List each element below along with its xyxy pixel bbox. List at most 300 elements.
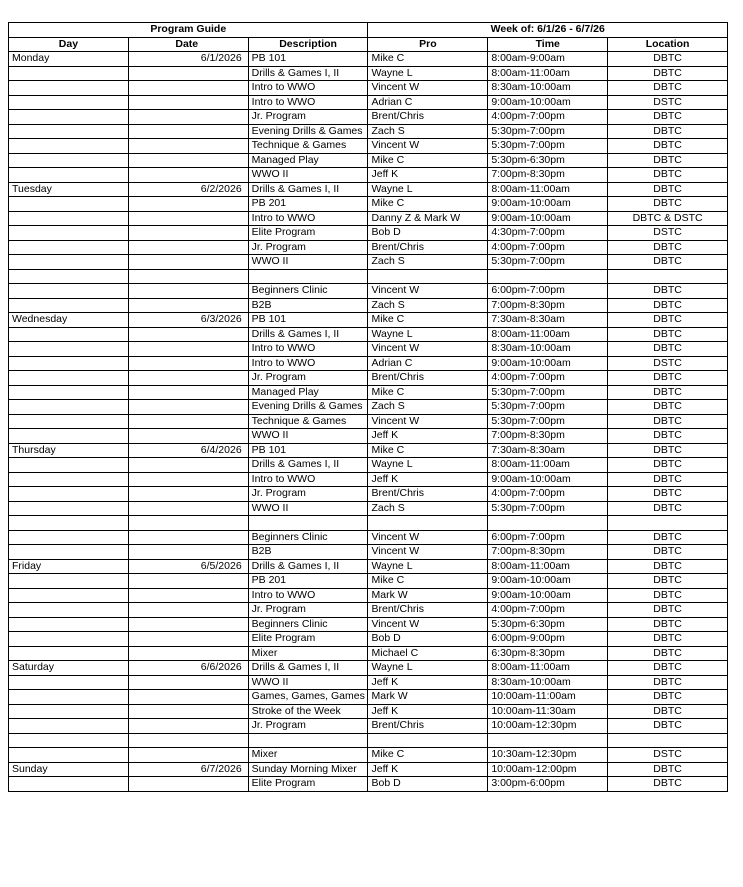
- cell-day: Thursday: [9, 443, 129, 458]
- table-row: [9, 516, 728, 531]
- table-row: [9, 719, 728, 734]
- cell-pro: Vincent W: [368, 81, 488, 96]
- cell-time: 6:00pm-9:00pm: [488, 632, 608, 647]
- table-row: [9, 327, 728, 342]
- cell-time: 8:00am-11:00am: [488, 559, 608, 574]
- cell-day: [9, 124, 129, 139]
- cell-description: [248, 269, 368, 284]
- cell-date: [128, 95, 248, 110]
- cell-description: Stroke of the Week: [248, 704, 368, 719]
- cell-day: [9, 240, 129, 255]
- cell-pro: Jeff K: [368, 429, 488, 444]
- cell-pro: Mike C: [368, 748, 488, 763]
- cell-day: [9, 414, 129, 429]
- table-row: [9, 139, 728, 154]
- cell-time: 8:30am-10:00am: [488, 81, 608, 96]
- cell-time: 8:00am-11:00am: [488, 327, 608, 342]
- cell-description: Jr. Program: [248, 603, 368, 618]
- cell-location: DBTC: [608, 632, 728, 647]
- cell-date: [128, 429, 248, 444]
- cell-location: DSTC: [608, 226, 728, 241]
- table-row: [9, 733, 728, 748]
- cell-time: 8:30am-10:00am: [488, 675, 608, 690]
- table-row: [9, 458, 728, 473]
- cell-day: [9, 110, 129, 125]
- cell-time: 8:00am-11:00am: [488, 458, 608, 473]
- cell-location: DBTC: [608, 313, 728, 328]
- cell-time: 8:00am-11:00am: [488, 661, 608, 676]
- table-row: [9, 632, 728, 647]
- cell-time: [488, 733, 608, 748]
- cell-location: DBTC: [608, 559, 728, 574]
- cell-date: [128, 574, 248, 589]
- cell-date: [128, 240, 248, 255]
- cell-pro: Wayne L: [368, 66, 488, 81]
- cell-day: [9, 298, 129, 313]
- cell-pro: Vincent W: [368, 617, 488, 632]
- table-row: [9, 371, 728, 386]
- cell-date: 6/1/2026: [128, 52, 248, 67]
- table-row: [9, 588, 728, 603]
- column-header-location: Location: [608, 37, 728, 52]
- table-row: [9, 748, 728, 763]
- cell-date: [128, 646, 248, 661]
- table-row: [9, 52, 728, 67]
- cell-date: [128, 704, 248, 719]
- cell-description: WWO II: [248, 429, 368, 444]
- cell-location: DBTC: [608, 81, 728, 96]
- cell-time: 9:00am-10:00am: [488, 356, 608, 371]
- cell-date: 6/2/2026: [128, 182, 248, 197]
- cell-time: 5:30pm-7:00pm: [488, 139, 608, 154]
- cell-description: Sunday Morning Mixer: [248, 762, 368, 777]
- cell-date: 6/3/2026: [128, 313, 248, 328]
- cell-location: DBTC: [608, 342, 728, 357]
- program-guide-table: [8, 22, 728, 792]
- cell-date: [128, 168, 248, 183]
- cell-description: Games, Games, Games: [248, 690, 368, 705]
- cell-time: 5:30pm-7:00pm: [488, 255, 608, 270]
- cell-day: [9, 327, 129, 342]
- cell-description: Mixer: [248, 646, 368, 661]
- cell-description: PB 101: [248, 443, 368, 458]
- cell-pro: Wayne L: [368, 327, 488, 342]
- cell-day: [9, 530, 129, 545]
- cell-pro: Vincent W: [368, 342, 488, 357]
- table-row: [9, 356, 728, 371]
- cell-day: Tuesday: [9, 182, 129, 197]
- column-header-description: Description: [248, 37, 368, 52]
- table-row: [9, 762, 728, 777]
- cell-time: 4:00pm-7:00pm: [488, 487, 608, 502]
- cell-date: [128, 226, 248, 241]
- table-row: [9, 240, 728, 255]
- cell-time: 8:30am-10:00am: [488, 342, 608, 357]
- cell-location: DBTC & DSTC: [608, 211, 728, 226]
- table-row: [9, 110, 728, 125]
- cell-location: DBTC: [608, 690, 728, 705]
- cell-day: [9, 269, 129, 284]
- cell-location: DBTC: [608, 414, 728, 429]
- week-of-title: Week of: 6/1/26 - 6/7/26: [368, 23, 728, 38]
- cell-location: DBTC: [608, 327, 728, 342]
- cell-pro: Wayne L: [368, 661, 488, 676]
- cell-day: [9, 603, 129, 618]
- cell-date: [128, 545, 248, 560]
- table-row: [9, 298, 728, 313]
- cell-time: 4:30pm-7:00pm: [488, 226, 608, 241]
- cell-date: [128, 617, 248, 632]
- cell-time: 4:00pm-7:00pm: [488, 371, 608, 386]
- cell-date: [128, 690, 248, 705]
- cell-date: [128, 516, 248, 531]
- cell-description: Intro to WWO: [248, 95, 368, 110]
- cell-day: [9, 342, 129, 357]
- cell-pro: Vincent W: [368, 530, 488, 545]
- cell-time: 5:30pm-7:00pm: [488, 385, 608, 400]
- cell-time: 9:00am-10:00am: [488, 95, 608, 110]
- table-row: [9, 153, 728, 168]
- cell-description: Jr. Program: [248, 110, 368, 125]
- cell-pro: Brent/Chris: [368, 371, 488, 386]
- cell-time: [488, 269, 608, 284]
- table-row: [9, 574, 728, 589]
- cell-date: [128, 632, 248, 647]
- cell-date: [128, 458, 248, 473]
- cell-pro: Brent/Chris: [368, 240, 488, 255]
- cell-day: [9, 139, 129, 154]
- cell-date: [128, 197, 248, 212]
- cell-time: 9:00am-10:00am: [488, 197, 608, 212]
- cell-pro: Mike C: [368, 52, 488, 67]
- cell-pro: Jeff K: [368, 168, 488, 183]
- cell-date: [128, 385, 248, 400]
- cell-day: [9, 356, 129, 371]
- cell-pro: Zach S: [368, 400, 488, 415]
- cell-date: [128, 501, 248, 516]
- table-row: [9, 617, 728, 632]
- cell-date: [128, 255, 248, 270]
- cell-location: DBTC: [608, 168, 728, 183]
- cell-day: [9, 646, 129, 661]
- cell-pro: Bob D: [368, 226, 488, 241]
- table-row: [9, 414, 728, 429]
- cell-location: DBTC: [608, 429, 728, 444]
- cell-time: 10:00am-12:30pm: [488, 719, 608, 734]
- cell-date: [128, 675, 248, 690]
- table-row: [9, 777, 728, 792]
- cell-pro: Michael C: [368, 646, 488, 661]
- cell-date: [128, 414, 248, 429]
- cell-time: 9:00am-10:00am: [488, 588, 608, 603]
- cell-description: Beginners Clinic: [248, 530, 368, 545]
- cell-location: DSTC: [608, 356, 728, 371]
- cell-description: Intro to WWO: [248, 472, 368, 487]
- cell-location: DBTC: [608, 66, 728, 81]
- cell-date: [128, 269, 248, 284]
- cell-time: 9:00am-10:00am: [488, 472, 608, 487]
- cell-location: DBTC: [608, 501, 728, 516]
- cell-pro: Vincent W: [368, 139, 488, 154]
- cell-day: [9, 371, 129, 386]
- table-row: [9, 443, 728, 458]
- table-row: [9, 661, 728, 676]
- cell-day: [9, 545, 129, 560]
- cell-day: [9, 95, 129, 110]
- cell-time: 3:00pm-6:00pm: [488, 777, 608, 792]
- cell-description: WWO II: [248, 168, 368, 183]
- cell-time: [488, 516, 608, 531]
- cell-day: [9, 617, 129, 632]
- cell-description: WWO II: [248, 501, 368, 516]
- cell-time: 5:30pm-7:00pm: [488, 414, 608, 429]
- cell-day: [9, 81, 129, 96]
- cell-description: B2B: [248, 545, 368, 560]
- title-row: [9, 23, 728, 38]
- cell-date: [128, 110, 248, 125]
- cell-date: [128, 342, 248, 357]
- cell-date: [128, 139, 248, 154]
- table-row: [9, 226, 728, 241]
- cell-pro: Wayne L: [368, 559, 488, 574]
- cell-pro: Vincent W: [368, 545, 488, 560]
- table-row: [9, 690, 728, 705]
- column-header-date: Date: [128, 37, 248, 52]
- cell-pro: Adrian C: [368, 95, 488, 110]
- cell-location: DBTC: [608, 371, 728, 386]
- cell-location: DBTC: [608, 704, 728, 719]
- cell-description: Mixer: [248, 748, 368, 763]
- cell-pro: Vincent W: [368, 414, 488, 429]
- cell-day: [9, 400, 129, 415]
- cell-description: Evening Drills & Games: [248, 400, 368, 415]
- cell-description: Drills & Games I, II: [248, 458, 368, 473]
- cell-description: Drills & Games I, II: [248, 661, 368, 676]
- table-row: [9, 66, 728, 81]
- cell-date: [128, 487, 248, 502]
- cell-location: DBTC: [608, 52, 728, 67]
- cell-date: [128, 124, 248, 139]
- cell-day: Wednesday: [9, 313, 129, 328]
- cell-location: DBTC: [608, 385, 728, 400]
- column-header-time: Time: [488, 37, 608, 52]
- table-row: [9, 400, 728, 415]
- cell-date: 6/5/2026: [128, 559, 248, 574]
- cell-time: 6:30pm-8:30pm: [488, 646, 608, 661]
- cell-day: [9, 516, 129, 531]
- cell-description: Elite Program: [248, 632, 368, 647]
- cell-time: 10:00am-11:00am: [488, 690, 608, 705]
- schedule-body: [9, 52, 728, 792]
- table-row: [9, 559, 728, 574]
- cell-day: [9, 153, 129, 168]
- table-row: [9, 501, 728, 516]
- column-header-pro: Pro: [368, 37, 488, 52]
- cell-location: DBTC: [608, 240, 728, 255]
- cell-pro: Jeff K: [368, 472, 488, 487]
- cell-time: 4:00pm-7:00pm: [488, 603, 608, 618]
- cell-description: PB 201: [248, 574, 368, 589]
- cell-pro: Jeff K: [368, 704, 488, 719]
- cell-day: Saturday: [9, 661, 129, 676]
- cell-date: [128, 153, 248, 168]
- cell-time: 7:00pm-8:30pm: [488, 429, 608, 444]
- cell-day: [9, 197, 129, 212]
- cell-date: [128, 81, 248, 96]
- table-row: [9, 646, 728, 661]
- cell-description: WWO II: [248, 675, 368, 690]
- cell-time: 4:00pm-7:00pm: [488, 240, 608, 255]
- cell-location: DBTC: [608, 762, 728, 777]
- cell-description: Jr. Program: [248, 240, 368, 255]
- cell-date: [128, 748, 248, 763]
- cell-location: DBTC: [608, 284, 728, 299]
- column-header-row: [9, 37, 728, 52]
- cell-location: DBTC: [608, 110, 728, 125]
- cell-pro: Mike C: [368, 153, 488, 168]
- cell-location: DBTC: [608, 574, 728, 589]
- column-header-day: Day: [9, 37, 129, 52]
- cell-description: Drills & Games I, II: [248, 182, 368, 197]
- cell-description: [248, 733, 368, 748]
- cell-pro: [368, 516, 488, 531]
- cell-location: DBTC: [608, 298, 728, 313]
- cell-pro: Brent/Chris: [368, 719, 488, 734]
- cell-location: DBTC: [608, 197, 728, 212]
- cell-time: 5:30pm-7:00pm: [488, 124, 608, 139]
- cell-time: 5:30pm-6:30pm: [488, 617, 608, 632]
- cell-location: DBTC: [608, 777, 728, 792]
- cell-location: DBTC: [608, 588, 728, 603]
- table-row: [9, 603, 728, 618]
- cell-day: [9, 255, 129, 270]
- cell-time: 5:30pm-6:30pm: [488, 153, 608, 168]
- cell-location: DBTC: [608, 603, 728, 618]
- cell-description: Drills & Games I, II: [248, 66, 368, 81]
- table-row: [9, 255, 728, 270]
- cell-date: 6/6/2026: [128, 661, 248, 676]
- cell-day: Sunday: [9, 762, 129, 777]
- cell-location: DBTC: [608, 617, 728, 632]
- cell-location: DSTC: [608, 748, 728, 763]
- cell-pro: Mark W: [368, 588, 488, 603]
- cell-description: B2B: [248, 298, 368, 313]
- cell-time: 5:30pm-7:00pm: [488, 501, 608, 516]
- cell-time: 6:00pm-7:00pm: [488, 284, 608, 299]
- cell-time: 10:00am-12:00pm: [488, 762, 608, 777]
- cell-description: Intro to WWO: [248, 81, 368, 96]
- cell-pro: Wayne L: [368, 458, 488, 473]
- cell-time: 6:00pm-7:00pm: [488, 530, 608, 545]
- cell-location: DBTC: [608, 182, 728, 197]
- cell-description: PB 101: [248, 313, 368, 328]
- cell-pro: Zach S: [368, 124, 488, 139]
- cell-pro: Brent/Chris: [368, 603, 488, 618]
- table-row: [9, 487, 728, 502]
- cell-day: [9, 733, 129, 748]
- cell-location: DBTC: [608, 139, 728, 154]
- cell-time: 9:00am-10:00am: [488, 574, 608, 589]
- cell-time: 4:00pm-7:00pm: [488, 110, 608, 125]
- cell-time: 8:00am-11:00am: [488, 182, 608, 197]
- cell-date: [128, 298, 248, 313]
- cell-pro: Mike C: [368, 574, 488, 589]
- cell-pro: Danny Z & Mark W: [368, 211, 488, 226]
- cell-date: [128, 530, 248, 545]
- table-row: [9, 182, 728, 197]
- cell-time: 7:00pm-8:30pm: [488, 168, 608, 183]
- cell-time: 10:00am-11:30am: [488, 704, 608, 719]
- cell-description: Intro to WWO: [248, 211, 368, 226]
- cell-day: [9, 675, 129, 690]
- cell-location: DBTC: [608, 124, 728, 139]
- table-row: [9, 704, 728, 719]
- cell-pro: Zach S: [368, 298, 488, 313]
- cell-date: [128, 777, 248, 792]
- cell-pro: Jeff K: [368, 675, 488, 690]
- table-row: [9, 124, 728, 139]
- table-row: [9, 95, 728, 110]
- cell-description: Jr. Program: [248, 719, 368, 734]
- cell-day: [9, 385, 129, 400]
- cell-time: 7:00pm-8:30pm: [488, 545, 608, 560]
- cell-day: [9, 748, 129, 763]
- cell-description: Elite Program: [248, 777, 368, 792]
- table-row: [9, 269, 728, 284]
- cell-description: PB 101: [248, 52, 368, 67]
- cell-description: Technique & Games: [248, 139, 368, 154]
- cell-day: [9, 501, 129, 516]
- cell-pro: Mark W: [368, 690, 488, 705]
- cell-date: 6/4/2026: [128, 443, 248, 458]
- table-row: [9, 284, 728, 299]
- cell-date: [128, 371, 248, 386]
- cell-location: DBTC: [608, 719, 728, 734]
- table-row: [9, 313, 728, 328]
- cell-day: [9, 588, 129, 603]
- cell-date: [128, 284, 248, 299]
- cell-description: Intro to WWO: [248, 342, 368, 357]
- cell-pro: Wayne L: [368, 182, 488, 197]
- cell-day: [9, 66, 129, 81]
- cell-day: [9, 719, 129, 734]
- table-row: [9, 675, 728, 690]
- cell-pro: Jeff K: [368, 762, 488, 777]
- cell-location: DBTC: [608, 675, 728, 690]
- cell-pro: Brent/Chris: [368, 487, 488, 502]
- cell-date: [128, 356, 248, 371]
- cell-description: Evening Drills & Games: [248, 124, 368, 139]
- cell-date: [128, 400, 248, 415]
- table-row: [9, 385, 728, 400]
- cell-location: [608, 733, 728, 748]
- cell-day: Monday: [9, 52, 129, 67]
- cell-location: DBTC: [608, 545, 728, 560]
- cell-time: 10:30am-12:30pm: [488, 748, 608, 763]
- cell-description: [248, 516, 368, 531]
- cell-description: Jr. Program: [248, 487, 368, 502]
- cell-pro: Zach S: [368, 501, 488, 516]
- cell-location: DSTC: [608, 95, 728, 110]
- cell-pro: Bob D: [368, 632, 488, 647]
- cell-day: [9, 226, 129, 241]
- cell-description: WWO II: [248, 255, 368, 270]
- cell-day: [9, 574, 129, 589]
- cell-pro: [368, 733, 488, 748]
- cell-date: [128, 588, 248, 603]
- program-guide-title: Program Guide: [9, 23, 368, 38]
- cell-location: [608, 516, 728, 531]
